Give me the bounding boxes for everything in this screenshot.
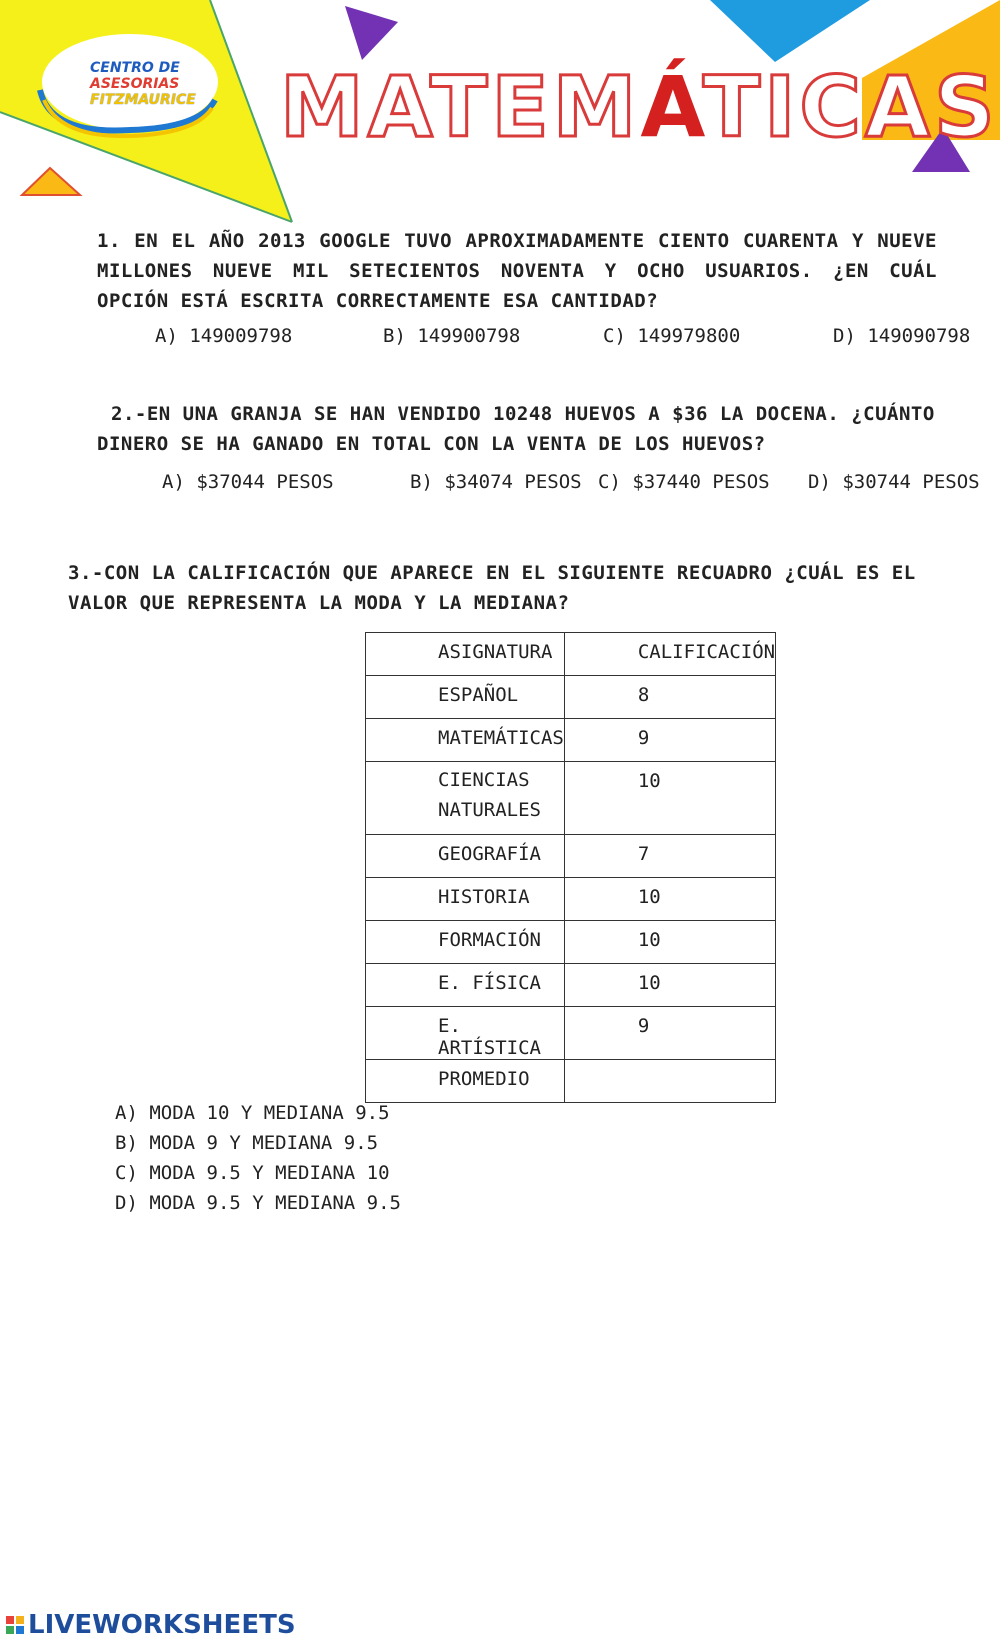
grade-cell: 8 [564,676,775,719]
orange-triangle-small [22,168,80,195]
table-row [366,1060,776,1103]
title-part: MATEM [280,58,641,156]
subject-cell: E. ARTÍSTICA [366,1007,565,1060]
subject-cell: PROMEDIO [366,1060,565,1103]
subject-cell: MATEMÁTICAS [366,719,565,762]
q3-option-c[interactable]: C) MODA 9.5 Y MEDIANA 10 [115,1162,390,1184]
subject-cell: FORMACIÓN [366,921,565,964]
footer-brand-text: LIVEWORKSHEETS [28,1610,296,1640]
q2-option-a[interactable]: A) $37044 PESOS [162,471,334,493]
subject-cell: HISTORIA [366,878,565,921]
subject-cell: E. FÍSICA [366,964,565,1007]
subject-cell: ESPAÑOL [366,676,565,719]
purple-triangle-top [345,6,398,60]
q2-option-c[interactable]: C) $37440 PESOS [598,471,770,493]
table-row [366,964,776,1007]
title-part: TICAS [702,58,999,156]
subject-cell: CIENCIAS NATURALES [366,762,565,835]
subject-cell: GEOGRAFÍA [366,835,565,878]
footer-brand [6,1610,296,1640]
table-row [366,878,776,921]
q1-option-a[interactable]: A) 149009798 [155,325,293,347]
table-header-cell: ASIGNATURA [366,633,565,676]
q3-options [115,1098,401,1218]
table-row [366,921,776,964]
table-row [366,762,776,835]
q1-option-d[interactable]: D) 149090798 [833,325,971,347]
grade-cell: 10 [564,921,775,964]
table-row [366,719,776,762]
q1-option-b[interactable]: B) 149900798 [383,325,521,347]
grade-cell: 10 [564,964,775,1007]
question-2-text: 2.-EN UNA GRANJA SE HAN VENDIDO 10248 HUEVOS A $36 LA DOCENA. ¿CUÁNTO DINERO SE HA GANADO EN TOTAL CON LA VENTA DE LOS HUEVOS? [97,403,935,455]
q1-option-c[interactable]: C) 149979800 [603,325,741,347]
question-3-text: 3.-CON LA CALIFICACIÓN QUE APARECE EN EL SIGUIENTE RECUADRO ¿CUÁL ES EL VALOR QUE REPRESENTA LA MODA Y LA MEDIANA? [68,562,916,614]
liveworksheets-logo-icon [6,1616,24,1634]
q3-option-b[interactable]: B) MODA 9 Y MEDIANA 9.5 [115,1132,379,1154]
grade-cell: 10 [564,762,775,835]
table-header-row [366,633,776,676]
average-input-cell[interactable] [564,1060,775,1103]
table-header-cell: CALIFICACIÓN [564,633,775,676]
q2-option-d[interactable]: D) $30744 PESOS [808,471,980,493]
grade-cell: 9 [564,1007,775,1060]
logo-line-1: CENTRO DE [90,60,180,76]
page-title [280,58,999,156]
grade-cell: 7 [564,835,775,878]
table-row [366,835,776,878]
title-accent-letter: Á [640,58,703,156]
q3-option-d[interactable]: D) MODA 9.5 Y MEDIANA 9.5 [115,1192,401,1214]
logo-line-2: ASESORIAS [90,76,180,92]
q2-option-b[interactable]: B) $34074 PESOS [410,471,582,493]
table-row [366,1007,776,1060]
grade-cell: 10 [564,878,775,921]
table-row [366,676,776,719]
grade-cell: 9 [564,719,775,762]
q3-option-a[interactable]: A) MODA 10 Y MEDIANA 9.5 [115,1102,390,1124]
blue-triangle [710,0,870,62]
logo-line-3: FITZMAURICE [90,92,196,108]
grades-table [365,632,776,1103]
logo [30,30,220,140]
question-1-text: 1. EN EL AÑO 2013 GOOGLE TUVO APROXIMADAMENTE CIENTO CUARENTA Y NUEVE MILLONES NUEVE MIL SETECIENTOS NOVENTA Y OCHO USUARIOS. ¿EN CUÁL OPCIÓN ESTÁ ESCRITA CORRECTAMENTE ESA CANTIDAD? [97,230,937,312]
